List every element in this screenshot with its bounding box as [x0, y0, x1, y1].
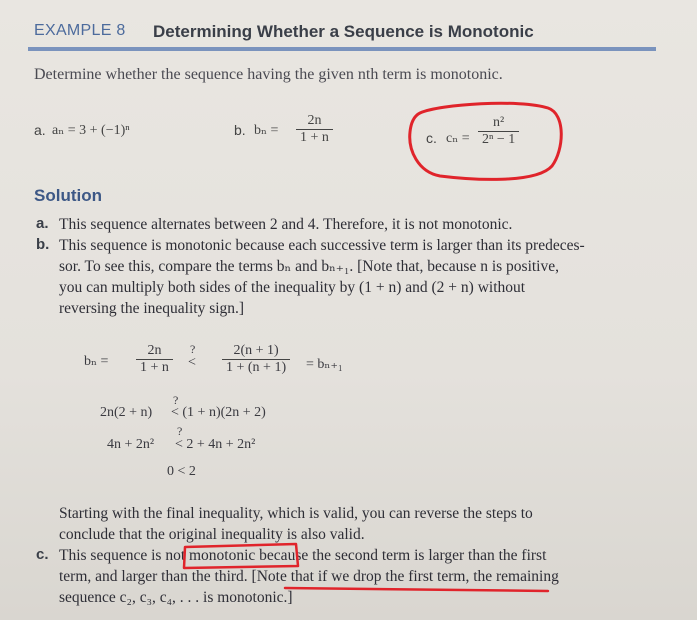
part-a-label: a. [36, 215, 49, 232]
derivation-line4: 0 < 2 [167, 464, 196, 479]
problem-b-denominator: 1 + n [296, 129, 333, 146]
problem-c-denominator: 2ⁿ − 1 [478, 131, 519, 148]
problem-c-fraction [478, 115, 519, 148]
part-b-line-2: sor. To see this, compare the terms bₙ and bₙ₊₁. [Note that, because n is positive, [59, 258, 559, 275]
derivation-q3: ? [177, 424, 183, 438]
conclusion-line-1: Starting with the final inequality, which is valid, you can reverse the steps to [59, 505, 533, 522]
derivation-f2-num: 2(n + 1) [233, 343, 279, 358]
derivation-eq-bn1: = bₙ₊₁ [306, 357, 343, 372]
problem-c-label: c. [426, 130, 437, 146]
part-c-line-2: term, and larger than the third. [Note that if we drop the first term, the remaining [59, 568, 559, 585]
derivation-fraction-1 [136, 343, 173, 376]
part-b-line-4: reversing the inequality sign.] [59, 300, 245, 317]
example-label: EXAMPLE 8 [34, 22, 126, 39]
derivation-f2-den: 1 + (n + 1) [222, 359, 290, 376]
problem-c-lhs: cₙ = [446, 131, 470, 146]
intro-text: Determine whether the sequence having the given nth term is monotonic. [34, 66, 503, 83]
part-b-label: b. [36, 236, 50, 253]
problem-a-label: a. [34, 122, 46, 138]
derivation-fraction-2 [222, 343, 290, 376]
derivation-f1-num: 2n [147, 343, 162, 358]
header-rule [28, 47, 656, 51]
derivation-bn: bₙ = [84, 354, 109, 369]
derivation-line3-right: < 2 + 4n + 2n² [175, 437, 256, 452]
derivation-line3-left: 4n + 2n² [107, 437, 155, 452]
problem-b-numerator: 2n [307, 113, 322, 128]
part-b-line-3: you can multiply both sides of the inequality by (1 + n) and (2 + n) without [59, 279, 526, 296]
part-b-line-1: This sequence is monotonic because each successive term is larger than its predeces- [59, 237, 585, 254]
derivation-line2-right: < (1 + n)(2n + 2) [171, 405, 266, 420]
problem-b-lhs: bₙ = [254, 123, 279, 138]
derivation-f1-den: 1 + n [136, 359, 173, 376]
problem-b-fraction [296, 113, 333, 146]
part-c-line-3: sequence c₂, c₃, c₄, . . . is monotonic.] [59, 589, 293, 606]
problem-c-numerator: n² [493, 115, 505, 130]
derivation-lt1: < [188, 355, 196, 370]
example-title: Determining Whether a Sequence is Monotonic [153, 22, 534, 41]
derivation-line2-left: 2n(2 + n) [100, 405, 153, 420]
problem-a-expr: aₙ = 3 + (−1)ⁿ [52, 123, 130, 138]
conclusion-line-2: conclude that the original inequality is also valid. [59, 526, 365, 543]
derivation-q1: ? [190, 342, 196, 356]
part-a-text: This sequence alternates between 2 and 4. Therefore, it is not monotonic. [59, 216, 513, 233]
problem-b-label: b. [234, 122, 246, 138]
derivation-q2: ? [173, 393, 179, 407]
part-c-label: c. [36, 546, 49, 563]
part-c-line-1: This sequence is not monotonic because the second term is larger than the first [59, 547, 547, 564]
solution-heading: Solution [34, 186, 102, 205]
